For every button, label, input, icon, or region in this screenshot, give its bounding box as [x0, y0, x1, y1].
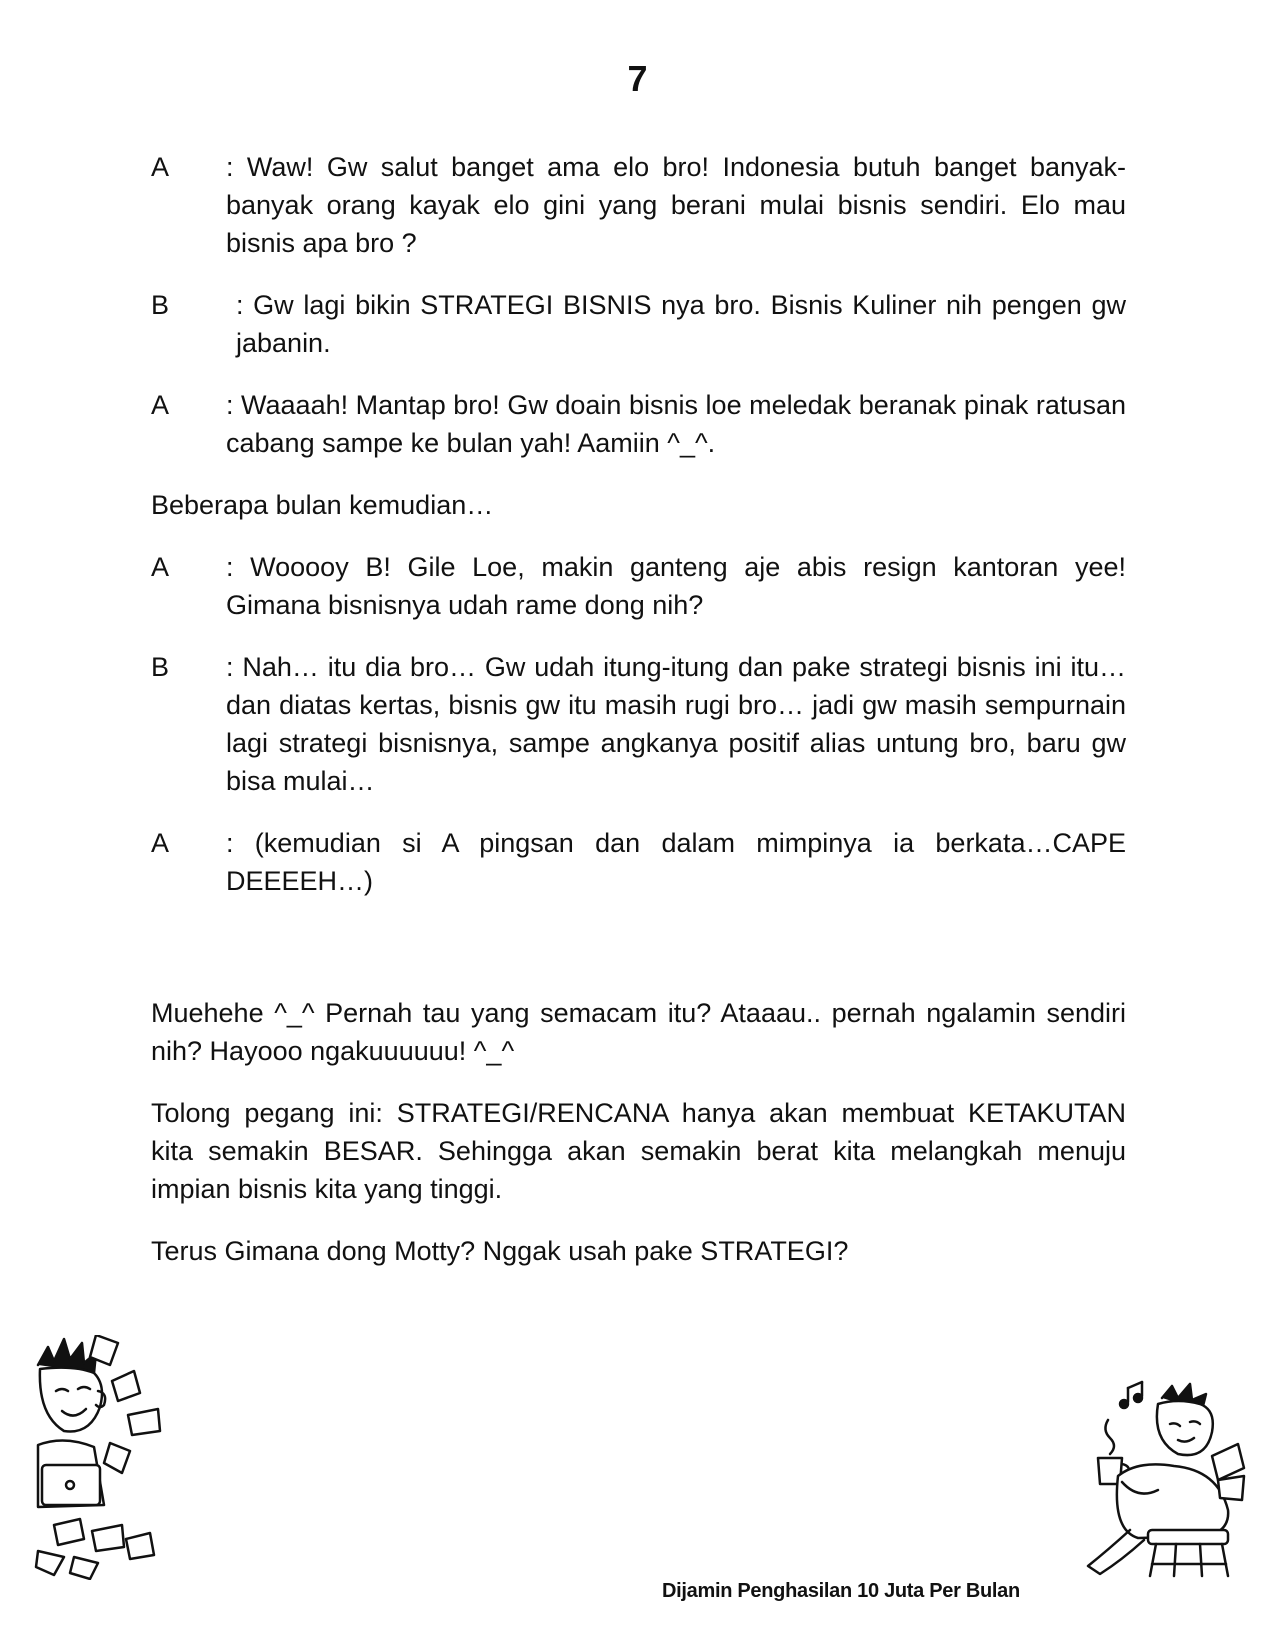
- speaker-label: A: [151, 390, 170, 420]
- dialog-line: [151, 548, 1126, 624]
- dialog-line: [151, 648, 1126, 800]
- body-paragraph: Terus Gimana dong Motty? Nggak usah pake STRATEGI?: [151, 1236, 849, 1266]
- relaxed-man-with-coffee-icon: [1078, 1380, 1248, 1580]
- speech-text: : (kemudian si A pingsan dan dalam mimpinya ia berkata…CAPE DEEEEH…): [226, 828, 1126, 896]
- dialog-block-2: [151, 548, 1126, 900]
- dialog-line: [151, 824, 1126, 900]
- speaker-label: A: [151, 828, 170, 858]
- dialog-line: [151, 286, 1126, 362]
- footer-book-title: Dijamin Penghasilan 10 Juta Per Bulan: [662, 1580, 1020, 1602]
- speaker-label: B: [151, 652, 170, 682]
- page-number: 7: [627, 58, 648, 99]
- body-paragraph: Tolong pegang ini: STRATEGI/RENCANA hanya akan membuat KETAKUTAN kita semakin BESAR. Sehingga akan semakin berat kita melangkah menuju impian bisnis kita yang tinggi.: [151, 1098, 1126, 1204]
- speech-text: : Nah… itu dia bro… Gw udah itung-itung dan pake strategi bisnis ini itu… dan diatas kertas, bisnis gw itu masih rugi bro… jadi gw masih sempurnain lagi strategi bisnisnya, sampe angkanya positif alias untung bro, baru gw bisa mulai…: [226, 652, 1126, 796]
- speaker-label: A: [151, 552, 170, 582]
- stressed-boy-with-papers-icon: [34, 1335, 174, 1580]
- speaker-label: A: [151, 152, 170, 182]
- dialog-block-1: [151, 148, 1126, 462]
- speaker-label: B: [151, 290, 170, 320]
- speech-text: : Gw lagi bikin STRATEGI BISNIS nya bro. Bisnis Kuliner nih pengen gw jabanin.: [236, 290, 1126, 358]
- section-spacer: [151, 924, 1126, 994]
- speech-text: : Waaaah! Mantap bro! Gw doain bisnis loe meledak beranak pinak ratusan cabang sampe ke bulan yah! Aamiin ^_^.: [226, 390, 1126, 458]
- dialog-line: [151, 386, 1126, 462]
- dialog-line: [151, 148, 1126, 262]
- transition-text: Beberapa bulan kemudian…: [151, 490, 494, 520]
- page-content: [151, 148, 1126, 1294]
- speech-text: : Wooooy B! Gile Loe, makin ganteng aje abis resign kantoran yee! Gimana bisnisnya udah rame dong nih?: [226, 552, 1126, 620]
- speech-text: : Waw! Gw salut banget ama elo bro! Indonesia butuh banget banyak-banyak orang kayak elo gini yang berani mulai bisnis sendiri. Elo mau bisnis apa bro ?: [226, 152, 1126, 258]
- body-paragraph: Muehehe ^_^ Pernah tau yang semacam itu? Ataaau.. pernah ngalamin sendiri nih? Hayooo ngakuuuuuu! ^_^: [151, 998, 1126, 1066]
